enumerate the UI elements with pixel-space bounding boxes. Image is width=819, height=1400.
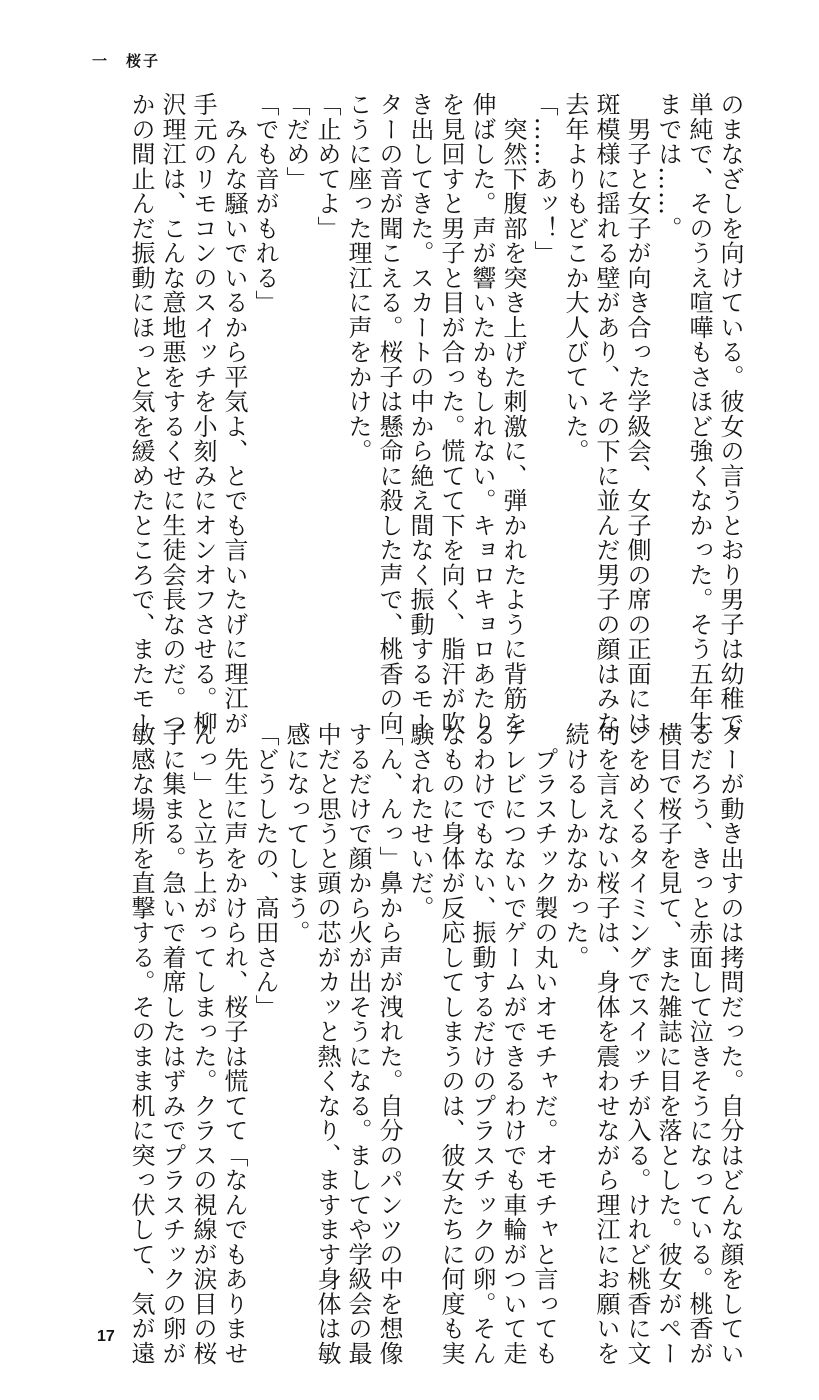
- text-column: 「……あッ！」: [530, 92, 558, 266]
- text-column: 先生に声をかけられ、桜子は慌てて「なんでもありませ: [220, 722, 248, 1366]
- text-column: なものに身体が反応してしまうのは、彼女たちに何度も実: [437, 722, 465, 1366]
- text-column: ジをめくるタイミングでスイッチが入る。けれど桃香に文: [623, 722, 651, 1366]
- text-column: るだろう、きっと赤面して泣きそうになっている。桃香が: [685, 722, 713, 1366]
- text-column: ターが動き出すのは拷問だった。自分はどんな顔をしてい: [716, 722, 744, 1366]
- text-column: 男子と女子が向き合った学級会、女子側の席の正面には: [623, 92, 651, 736]
- text-column: 伸ばした。声が響いたかもしれない。キョロキョロあたり: [468, 92, 496, 736]
- text-column: かの間止んだ振動にほっと気を緩めたところで、またモー: [127, 92, 155, 736]
- page-number: 17: [97, 1328, 115, 1345]
- text-column: るわけでもない、振動するだけのプラスチックの卵。そん: [468, 722, 496, 1366]
- text-column: 突然下腹部を突き上げた刺激に、弾かれたように背筋を: [499, 92, 527, 736]
- text-column: 「どうしたの、高田さん」: [251, 722, 279, 1019]
- text-column: 「でも音がもれる」: [251, 92, 279, 315]
- text-column: 続けるしかなかった。: [561, 722, 589, 970]
- text-column: 中だと思うと頭の芯がカッと熱くなり、ますます身体は敏: [313, 722, 341, 1366]
- text-column: 手元のリモコンのスイッチを小刻みにオンオフさせる。柳: [189, 92, 217, 736]
- text-column: んっ」と立ち上がってしまった。クラスの視線が涙目の桜: [189, 722, 217, 1366]
- running-head: 一 桜子: [92, 52, 161, 70]
- text-column: のまなざしを向けている。彼女の言うとおり男子は幼稚で: [716, 92, 744, 736]
- text-column: 「止めてよ」: [313, 92, 341, 241]
- text-column: ターの音が聞こえる。桜子は懸命に殺した声で、桃香の向: [375, 92, 403, 736]
- text-column: き出してきた。スカートの中から絶え間なく振動するモー: [406, 92, 434, 736]
- text-column: こうに座った理江に声をかけた。: [344, 92, 372, 464]
- text-column: するだけで顔から火が出そうになる。ましてや学級会の最: [344, 722, 372, 1366]
- text-column: 単純で、そのうえ喧嘩もさほど強くなかった。そう五年生: [685, 92, 713, 736]
- text-block-upper: [90, 92, 744, 736]
- text-column: を見回すと男子と目が合った。慌てて下を向く、脂汗が吹: [437, 92, 465, 736]
- text-column: 「だめ」: [282, 92, 310, 191]
- text-column: 沢理江は、こんな意地悪をするくせに生徒会長なのだ。つ: [158, 92, 186, 736]
- text-column: 子に集まる。急いで着席したはずみでプラスチックの卵が: [158, 722, 186, 1366]
- text-column: 験されたせいだ。: [406, 722, 434, 920]
- text-column: 「ん、んっ」鼻から声が洩れた。自分のパンツの中を想像: [375, 722, 403, 1366]
- text-column: 去年よりもどこか大人びていた。: [561, 92, 589, 464]
- text-column: プラスチック製の丸いオモチャだ。オモチャと言っても: [530, 722, 558, 1366]
- text-column: 斑模様に揺れる壁があり、その下に並んだ男子の顔はみな: [592, 92, 620, 736]
- text-column: 敏感な場所を直撃する。そのまま机に突っ伏して、気が遠: [127, 722, 155, 1366]
- text-column: 感になってしまう。: [282, 722, 310, 945]
- text-column: 句を言えない桜子は、身体を震わせながら理江にお願いを: [592, 722, 620, 1366]
- text-column: までは……。: [654, 92, 682, 241]
- text-column: テレビにつないでゲームができるわけでも車輪がついて走: [499, 722, 527, 1366]
- text-column: みんな騒いでいるから平気よ、とでも言いたげに理江が: [220, 92, 248, 736]
- text-column: 横目で桜子を見て、また雑誌に目を落とした。彼女がペー: [654, 722, 682, 1366]
